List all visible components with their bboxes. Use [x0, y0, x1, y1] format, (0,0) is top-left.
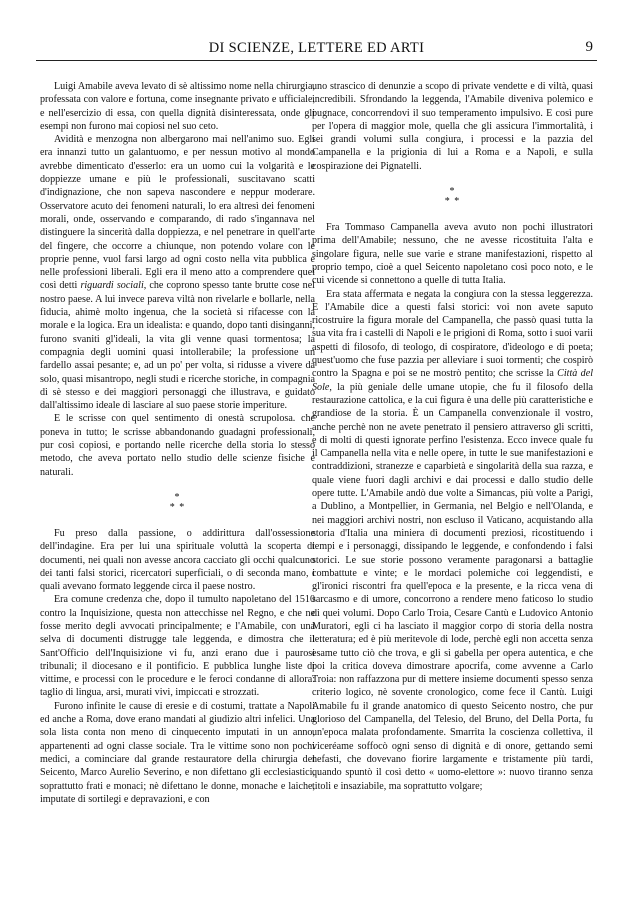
paragraph-text: , la più geniale delle umane utopie, che fu il filosofo della restaurazione cattolica, e la cui figura è una delle più caratteristiche e grandiose de la storia. È un Campanella convenzionale il vostro, anche perchè non ne avete penetrato il pensiero attraverso gli scritti, e di molti di questi ignorate perfino l'esistenza. Ecco invece quale fu il Campanella nella vita e nelle opere, in tutte le sue manifestazioni e contraddizioni, stranezze e caparbietà e singolarità della sua razza, e quale viene fuori dagli archivi e dai processi e dallo studio delle opere tutte. L'Amabile andò due volte a Simancas, più volte a Parigi, a Dublino, a Montpellier, in Germania, nel Belgio e nell'Olanda, e nei maggiori archivi nostri, non escluso il Vaticano, acquistando alla storia d'Italia una miniera di documenti preziosi, ricostituendo i tempi e i personaggi, dissipando le leggende, e confondendo i falsi storici. Le sue storie possono veramente paragonarsi a battaglie combattute e vinte; e le mordaci polemiche coi leggendisti, e gl'ironici riscontri fra quell'epoca e la presente, e la ricca vena di sarcasmo e di umore, concorrono a rendere meno faticoso lo studio di quei volumi. Dopo Carlo Troia, Cesare Cantù e Ludovico Antonio Muratori, egli ci ha lasciato il maggior corpo di storia della nostra letteratura; ed è più meritevole di lode, perchè egli non accetta senza esame tutto ciò che trova, e gli si gabella per opera autentica, e che poi la critica doveva dimostrare apocrifa, come avvenne a Carlo Troia: non raffazzona pur di mettere insieme documenti spesso senza criterio logico, nè sovente cronologico, come fece il Cantù. Luigi Amabile fu il grande anatomico di questo Seicento nostro, che pur glorioso del Campanella, del Telesio, del Bruno, del Della Porta, fu un'epoca malata profondamente. Smarrita la coscienza collettiva, il viceréame soffocò ogni senso di dignità e di onore, gettando semi nefasti, che dovevano fiorire largamente e tristamente più tardi, quando spuntò il così detto « uomo-elettore »: nuovo tiranno senza titoli e insaziabile, ma soprattutto volgare;: [312, 381, 593, 792]
paragraph: Era comune credenza che, dopo il tumulto napoletano del 1510 contro la Inquisizione, questa non attecchisse nel Regno, e che ne fosse merito degli avvocati principalmente; e l'Amabile, con una selva di documenti distrugge tale leggenda, e dimostra che il Sant'Officio dell'Inquisizione vi fu, anzi erano due i paurosi tribunali; il diocesano e il pontificio. E pubblica lunghe liste di vittime, e processi con le procedure e le feroci condanne di allora: taglio di lingua, arsi, murati vivi, impiccati e strozzati.: [40, 594, 315, 699]
asterism-bottom: * *: [444, 196, 461, 208]
asterism-top: *: [174, 491, 181, 503]
section-break: [40, 493, 315, 513]
paragraph: Luigi Amabile aveva levato di sè altissimo nome nella chirurgia, professata con valore e fortuna, come insegnante privato e ufficiale, e nell'esercizio di essa, con quella dignità disinteressata, onde gli esempi non furono mai copiosi nel suo ceto.: [40, 81, 315, 132]
paragraph: [312, 288, 593, 793]
section-break: [312, 187, 593, 207]
page-number: 9: [585, 39, 593, 55]
paragraph: Fra Tommaso Campanella aveva avuto non pochi illustratori prima dell'Amabile; nessuno, che ne avesse ricostituita l'alta e singolare figura, nelle sue varie e strane manifestazioni, rispetto al proprio tempo, cioè a quel Seicento napoletano così poco noto, e le cui vicende si connettono a quelle di tutta Italia.: [312, 222, 593, 287]
running-title: DI SCIENZE, LETTERE ED ARTI: [208, 40, 425, 56]
asterism-bottom: * *: [169, 501, 186, 513]
paragraph-text: Avidità e menzogna non albergarono mai nell'animo suo. Egli era innanzi tutto un galantuomo, e per nessun motivo al mondo avrebbe dimenticato d'esserlo: era un uomo cui la volgarità e le doppiezze umane e più le professionali, suscitavano scatti d'indignazione, che non sapeva nascondere e neppur moderare. Osservatore acuto dei fenomeni naturali, lo era altresì dei fenomeni morali, onde, osservando e comparando, di rado s'ingannava nel distinguere la sincerità dalla doppiezza, e nel penetrare in quell'arte del fingere, che occorre a chiunque, non potendo volare con le proprie penne, vuol farsi largo ad ogni costo nella vita pubblica e nelle professioni liberali. Egli era il meno atto a comprendere quei così detti: [40, 134, 315, 292]
paragraph: Furono infinite le cause di eresie e di costumi, trattate a Napoli ed anche a Roma, dove erano mandati al giudizio altri infelici. Una sola lista conta non meno di cinquecento imputati in un anno, appartenenti ad ogni classe sociale. Tra le vittime sono non pochi medici, a cominciare dal grande restauratore della chirurgia del Seicento, Marco Aurelio Severino, e non difettano gli ecclesiastici, soprattutto frati e monaci; nè difettano le donne, monache e laiche, imputate di sortilegi e depravazioni, e con: [40, 700, 315, 805]
paragraph: uno strascico di denunzie a scopo di private vendette e di viltà, quasi incredibili. Sfrondando la leggenda, l'Amabile diveniva polemico e pugnace, concorrendovi il suo temperamento impulsivo. E così pure per l'opera di maggior mole, quella che gli assicura l'immortalità, i sei grandi volumi sulla congiura, i processi e la pazzia del Campanella e la prigionia di lui a Roma e a Napoli, e sulla cospirazione dei Pignatelli.: [312, 81, 593, 172]
paragraph-text: Era stata affermata e negata la congiura con la stessa leggerezza. E l'Amabile dice a questi falsi storici: voi non avete saputo ricostruire la figura morale del Campanella, che passò quasi tutta la sua vita fra i castelli di Napoli e le prigioni di Roma, sotto i suoi varii aspetti di filosofo, di teologo, di cospiratore, d'ideologo e di poeta; quest'uomo che fuse pazzia per alleviare i suoi tormenti; che cospirò contro la Spagna e poi se ne mostrò pentito; che scrisse la: [312, 288, 593, 380]
paragraph: E le scrisse con quel sentimento di onestà scrupolosa. che poneva in tutto; le scrisse abbandonando guadagni professionali, pur così copiosi, e portando nelle ricerche della storia lo stesso metodo, che aveva portato nello studio delle scienze fisiche e naturali.: [40, 413, 315, 478]
left-column: [40, 80, 315, 806]
paragraph: [40, 133, 315, 412]
right-column: [312, 80, 593, 793]
running-header: [36, 38, 597, 61]
italic-phrase: riguardi sociali: [80, 280, 144, 292]
paragraph-text: , che coprono spesso tante brutte cose nel nostro paese. A lui invece pareva viltà non rivelarle e bollarle, nella fiducia, ahimè molto ingenua, che la società si rifacesse con la morale e la logica. Era un idealista: e quando, dopo tanti disinganni, furono svaniti gl'ideali, la vita gli venne quasi tormentosa; la compagnia degli uomini quasi intollerabile; la professione un fardello assai pesante; e, ad un po' per volta, si ridusse a vivere da solo, quasi misantropo, negli studi e ricerche storiche, in compagnia di sè stesso e dei maggiori personaggi che illustrava, e guidato dall'altissimo ideale di lasciare al suo paese storie imperiture.: [40, 280, 315, 412]
asterism-top: *: [449, 186, 456, 198]
paragraph: Fu preso dalla passione, o addirittura dall'ossessione dell'indagine. Era per lui una spirituale voluttà la scoperta di documenti, nei quali non avesse ancora cacciato gli occhi qualcuno dei tanti falsi storici, ricercatori superficiali, o di seconda mano, i quali avevano formato leggende circa il paese nostro.: [40, 527, 315, 593]
italic-title: Città del Sole: [312, 368, 593, 393]
